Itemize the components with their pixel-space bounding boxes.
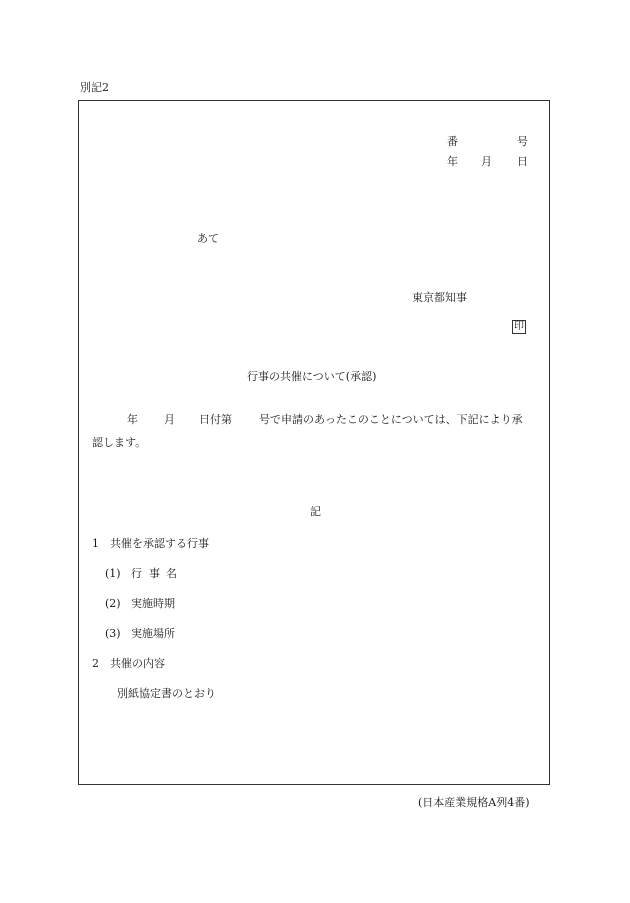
date-month-label: 月 bbox=[481, 155, 492, 168]
date-day-label: 日 bbox=[517, 155, 528, 168]
ki-heading: 記 bbox=[310, 505, 321, 518]
sub-item-1-number: (1) bbox=[105, 567, 121, 580]
seal-mark: 印 bbox=[514, 321, 524, 332]
addressee-label: あて bbox=[197, 232, 219, 245]
sub-item-3-number: (3) bbox=[105, 627, 121, 640]
number-label-b: 号 bbox=[517, 135, 528, 148]
item-2: 2 共催の内容 bbox=[92, 657, 165, 670]
body-month: 月 bbox=[164, 413, 175, 426]
body-day-no: 日付第 bbox=[199, 413, 232, 426]
sub-item-1-char-3: 名 bbox=[166, 567, 177, 580]
issuer-name: 東京都知事 bbox=[412, 291, 467, 304]
sub-item-1-char-2: 事 bbox=[149, 567, 160, 580]
body-text-line2: 認します。 bbox=[92, 436, 147, 449]
sub-item-1-char-1: 行 bbox=[131, 567, 142, 580]
paper-size-note: (日本産業規格A列4番) bbox=[418, 796, 530, 809]
sub-item-2-number: (2) bbox=[105, 597, 121, 610]
date-year-label: 年 bbox=[447, 155, 458, 168]
item-1: 1 共催を承認する行事 bbox=[92, 537, 209, 550]
document-title: 行事の共催について(承認) bbox=[247, 370, 377, 383]
item-2-detail: 別紙協定書のとおり bbox=[117, 687, 216, 700]
body-text-line1: 号で申請のあったこのことについては、下記により承 bbox=[259, 413, 523, 426]
body-year: 年 bbox=[127, 413, 138, 426]
document-frame bbox=[78, 100, 550, 785]
sub-item-2-label: 実施時期 bbox=[131, 597, 175, 610]
sub-item-3-label: 実施場所 bbox=[131, 627, 175, 640]
number-label-a: 番 bbox=[447, 135, 458, 148]
form-label: 別記2 bbox=[80, 81, 109, 94]
